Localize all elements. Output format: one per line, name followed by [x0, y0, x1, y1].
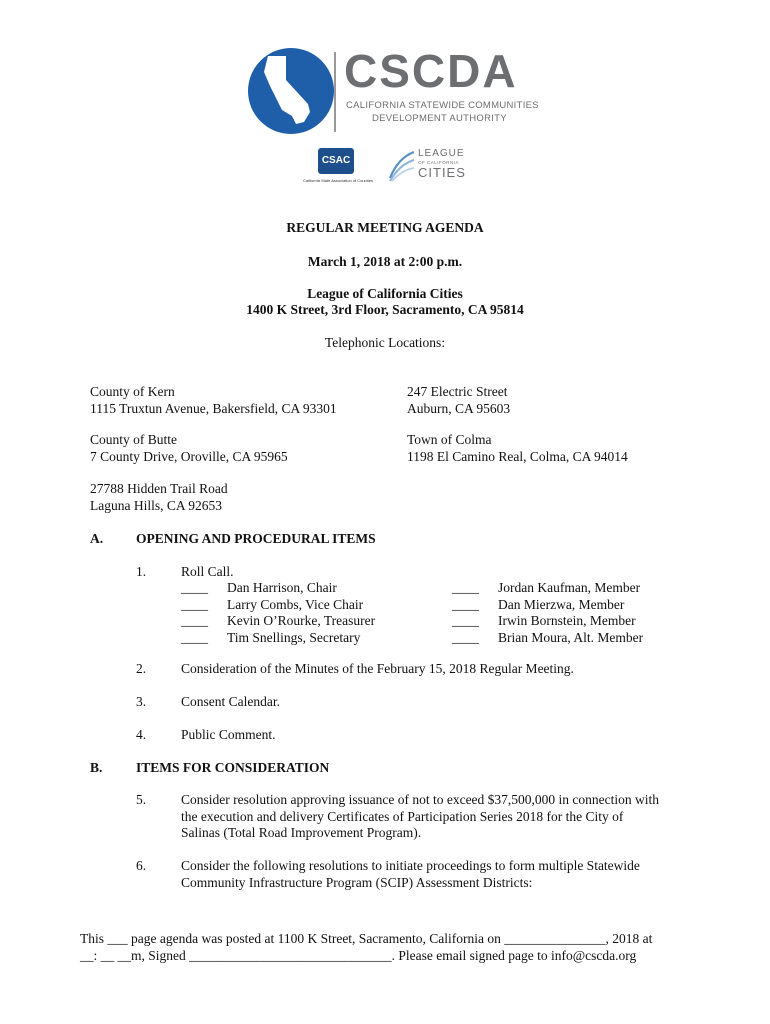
item-1-number: 1. — [136, 564, 147, 579]
item-5-line: Consider resolution approving issuance of not to exceed $37,500,000 in connection with — [181, 792, 660, 807]
csac-caption: California State Association of Counties — [302, 178, 374, 183]
item-6-text — [181, 858, 640, 891]
location-line: Town of Colma — [407, 432, 492, 447]
roll-blank: ____ — [181, 613, 208, 628]
location-line: 7 County Drive, Oroville, CA 95965 — [90, 448, 288, 464]
location-line: 1198 El Camino Real, Colma, CA 94014 — [407, 448, 628, 464]
roll-call-row — [452, 613, 643, 630]
roll-call-row — [452, 630, 643, 647]
roll-blank: ____ — [452, 613, 479, 628]
csac-text: CSAC — [321, 155, 351, 166]
location-line: Auburn, CA 95603 — [407, 400, 511, 416]
member-name: Tim Snellings, Secretary — [227, 629, 361, 645]
roll-call-row — [181, 630, 375, 647]
location-line: 27788 Hidden Trail Road — [90, 481, 228, 496]
location-line: County of Kern — [90, 384, 175, 399]
roll-call-row — [181, 597, 375, 614]
item-6-line: Consider the following resolutions to initiate proceedings to form multiple Statewide — [181, 858, 640, 873]
logo-subtitle-2: DEVELOPMENT AUTHORITY — [372, 113, 507, 124]
roll-blank: ____ — [452, 596, 479, 612]
roll-blank: ____ — [452, 580, 479, 595]
location-colma — [407, 432, 628, 465]
roll-blank: ____ — [181, 629, 208, 645]
location-line: 1115 Truxtun Avenue, Bakersfield, CA 93301 — [90, 400, 337, 416]
item-5-text — [181, 792, 659, 842]
agenda-heading: REGULAR MEETING AGENDA — [286, 220, 484, 235]
roll-call-row — [452, 597, 643, 614]
roll-blank: ____ — [181, 596, 208, 612]
item-4-text: Public Comment. — [181, 727, 276, 742]
csac-mark — [318, 148, 354, 174]
location-auburn — [407, 384, 510, 417]
roll-blank: ____ — [452, 629, 479, 645]
logo-text: CSCDA — [344, 45, 518, 97]
location-line: 247 Electric Street — [407, 384, 508, 399]
meeting-address: 1400 K Street, 3rd Floor, Sacramento, CA 95814 — [246, 302, 524, 317]
league-bottom-text: CITIES — [418, 165, 466, 180]
logo-subtitle-1: CALIFORNIA STATEWIDE COMMUNITIES — [346, 100, 539, 111]
section-a-letter: A. — [90, 531, 104, 546]
cscda-logo — [246, 45, 539, 136]
section-b-title: ITEMS FOR CONSIDERATION — [136, 760, 330, 775]
posting-footer — [80, 931, 652, 964]
section-a-title: OPENING AND PROCEDURAL ITEMS — [136, 531, 376, 546]
roll-call-row — [181, 580, 375, 597]
member-name: Dan Mierzwa, Member — [498, 596, 625, 612]
roll-call-row — [181, 613, 375, 630]
member-name: Jordan Kaufman, Member — [498, 580, 641, 595]
roll-blank: ____ — [181, 580, 208, 595]
item-6-number: 6. — [136, 858, 147, 873]
footer-line: __: __ __m, Signed ______________________________. Please email signed page to info@cscda.org — [80, 947, 637, 963]
item-3-number: 3. — [136, 694, 147, 709]
location-butte — [90, 432, 288, 465]
item-5-line: Salinas (Total Road Improvement Program). — [181, 825, 422, 840]
section-b-letter: B. — [90, 760, 103, 775]
csac-logo — [296, 146, 380, 186]
item-6-line: Community Infrastructure Program (SCIP) Assessment Districts: — [181, 874, 533, 890]
location-line: Laguna Hills, CA 92653 — [90, 497, 222, 513]
item-5-line: the execution and delivery Certificates of Participation Series 2018 for the City of — [181, 808, 624, 824]
league-mid-text: OF CALIFORNIA — [418, 160, 460, 165]
roll-call-left — [181, 580, 375, 646]
item-3-text: Consent Calendar. — [181, 694, 280, 709]
logo-divider — [334, 52, 336, 132]
location-laguna-hills — [90, 481, 228, 514]
footer-line: This ___ page agenda was posted at 1100 K Street, Sacramento, California on _______________, 2018 at — [80, 931, 653, 946]
meeting-venue: League of California Cities — [307, 286, 463, 301]
item-5-number: 5. — [136, 792, 147, 807]
item-4-number: 4. — [136, 727, 147, 742]
roll-call-right — [452, 580, 643, 646]
roll-call-row — [452, 580, 643, 597]
item-2-text: Consideration of the Minutes of the February 15, 2018 Regular Meeting. — [181, 661, 574, 676]
league-wave-icon — [388, 148, 416, 182]
telephonic-heading: Telephonic Locations: — [324, 335, 446, 350]
league-top-text: LEAGUE — [418, 148, 465, 159]
member-name: Larry Combs, Vice Chair — [227, 596, 364, 612]
meeting-date: March 1, 2018 at 2:00 p.m. — [307, 254, 463, 269]
item-2-number: 2. — [136, 661, 147, 676]
member-name: Kevin O’Rourke, Treasurer — [227, 613, 376, 628]
location-line: County of Butte — [90, 432, 177, 447]
item-1-text: Roll Call. — [181, 564, 234, 579]
member-name: Brian Moura, Alt. Member — [498, 629, 644, 645]
member-name: Dan Harrison, Chair — [227, 580, 337, 595]
league-logo — [388, 148, 480, 184]
california-seal-icon — [246, 46, 336, 136]
location-kern — [90, 384, 337, 417]
member-name: Irwin Bornstein, Member — [498, 613, 636, 628]
